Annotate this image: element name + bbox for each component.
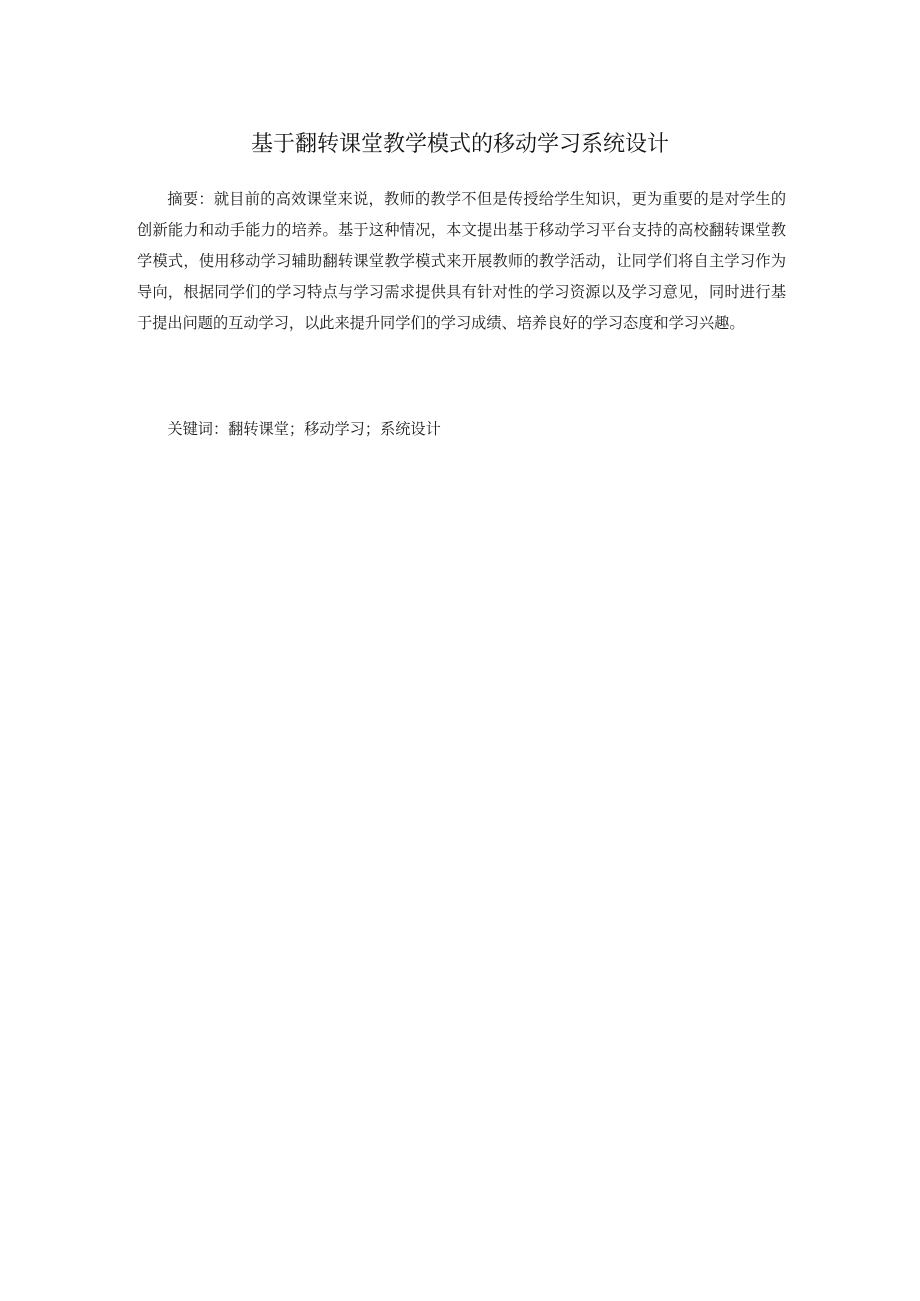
keyword-item: 移动学习 — [304, 420, 365, 438]
abstract-paragraph — [137, 184, 786, 339]
abstract-label: 摘要： — [167, 190, 214, 208]
keyword-separator: ； — [288, 420, 305, 438]
keywords-label: 关键词： — [167, 420, 229, 438]
keyword-item: 系统设计 — [380, 420, 441, 438]
keyword-item: 翻转课堂 — [228, 420, 289, 438]
keywords-line — [137, 414, 786, 445]
abstract-text: 就目前的高效课堂来说，教师的教学不但是传授给学生知识，更为重要的是对学生的创新能力和动手能力的培养。基于这种情况，本文提出基于移动学习平台支持的高校翻转课堂教学模式，使用移动学习辅助翻转课堂教学模式来开展教师的教学活动，让同学们将自主学习作为导向，根据同学们的学习特点与学习需求提供具有针对性的学习资源以及学习意见，同时进行基于提出问题的互动学习，以此来提升同学们的学习成绩、培养良好的学习态度和学习兴趣。 — [137, 190, 787, 332]
document-title: 基于翻转课堂教学模式的移动学习系统设计 — [250, 132, 669, 157]
keyword-separator: ； — [364, 420, 381, 438]
